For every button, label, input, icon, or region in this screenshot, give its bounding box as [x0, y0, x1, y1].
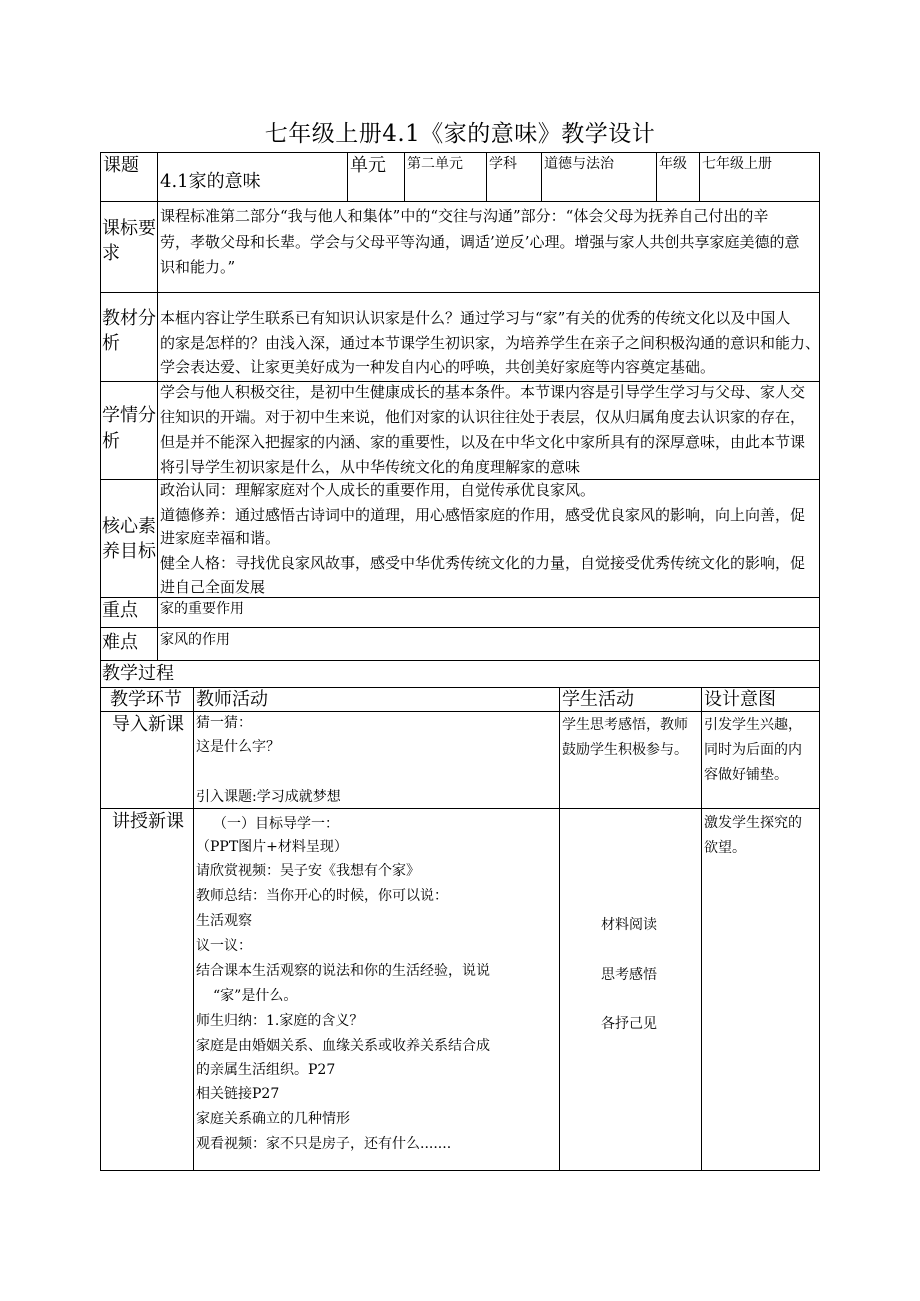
row-divider — [100, 808, 820, 809]
stage-label: 讲授新课 — [112, 811, 184, 832]
col-divider — [701, 687, 702, 1171]
table-border-right — [819, 152, 820, 1171]
difficulty-value: 家风的作用 — [160, 632, 230, 648]
col-divider — [157, 152, 158, 660]
intent-line: 同时为后面的内 — [704, 742, 802, 758]
column-header-teacher: 教师活动 — [196, 689, 268, 710]
col-divider — [541, 152, 542, 202]
subject-label: 学科 — [489, 156, 517, 172]
core-label-line-1: 核心素 — [102, 516, 156, 537]
student-line: 各抒己见 — [601, 1016, 657, 1032]
intent-line: 激发学生探究的 — [704, 815, 802, 831]
intent-line: 引发学生兴趣， — [704, 717, 802, 733]
row-divider — [100, 479, 820, 480]
row-divider — [100, 627, 820, 628]
teacher-line: 师生归纳：1.家庭的含义？ — [196, 1013, 364, 1029]
column-header-student: 学生活动 — [562, 689, 634, 710]
teacher-line: 引入课题:学习成就梦想 — [196, 789, 341, 805]
student-line: 鼓励学生积极参与。 — [562, 742, 688, 758]
difficulty-label: 难点 — [102, 632, 138, 653]
learner-label-line-2: 析 — [102, 431, 120, 452]
process-title: 教学过程 — [102, 663, 174, 684]
standard-label-line-1: 课标要 — [102, 218, 156, 239]
text-line: 劳，孝敬父母和长辈。学会与父母平等沟通，调适’逆反’心理。增强与家人共创共享家庭美德的意 — [160, 233, 800, 251]
material-label-line-1: 教材分 — [102, 308, 156, 329]
column-header-stage: 教学环节 — [110, 689, 182, 710]
unit-value: 第二单元 — [407, 156, 463, 172]
teacher-line: “家”是什么。 — [213, 988, 298, 1004]
teacher-line: 生活观察 — [196, 913, 252, 929]
material-label-line-2: 析 — [102, 333, 120, 354]
page-title: 七年级上册4.1《家的意味》教学设计 — [264, 121, 656, 147]
teacher-line: 观看视频：家不只是房子，还有什么....... — [196, 1136, 452, 1152]
text-line: 政治认同：理解家庭对个人成长的重要作用，自觉传承优良家风。 — [160, 481, 596, 499]
row-divider — [100, 292, 820, 293]
teacher-line: 请欣赏视频：吴子安《我想有个家》 — [196, 863, 420, 879]
col-divider — [347, 152, 348, 202]
row-divider — [100, 597, 820, 598]
teacher-line: 猜一猜： — [196, 715, 252, 731]
course-label: 课题 — [103, 155, 139, 176]
row-divider — [100, 660, 820, 661]
text-line: 进自己全面发展 — [160, 578, 266, 596]
subject-value: 道德与法治 — [544, 156, 614, 172]
intent-line: 容做好铺垫。 — [704, 767, 788, 783]
learner-label-line-1: 学情分 — [102, 405, 156, 426]
unit-label: 单元 — [350, 155, 386, 176]
student-line: 思考感悟 — [601, 967, 657, 983]
table-border-left — [100, 152, 101, 1171]
col-divider — [404, 152, 405, 202]
row-divider — [100, 687, 820, 688]
text-line: 进家庭幸福和谐。 — [160, 529, 281, 547]
standard-label-line-2: 求 — [102, 243, 120, 264]
text-line: 识和能力。” — [160, 258, 236, 276]
col-divider — [193, 687, 194, 1171]
teacher-line: 家庭关系确立的几种情形 — [196, 1111, 350, 1127]
grade-value: 七年级上册 — [702, 156, 772, 172]
row-divider — [100, 381, 820, 382]
grade-label: 年级 — [659, 156, 687, 172]
text-line: 往知识的开端。对于初中生来说，他们对家的认识往往处于表层，仅从归属角度去认识家的存在， — [160, 408, 806, 426]
student-line: 材料阅读 — [601, 917, 657, 933]
teacher-line: （PPT图片+材料呈现） — [196, 839, 348, 855]
text-line: 健全人格：寻找优良家风故事，感受中华优秀传统文化的力量，自觉接受优秀传统文化的影响，促 — [160, 554, 806, 572]
core-label-line-2: 养目标 — [102, 541, 156, 562]
teacher-line: 结合课本生活观察的说法和你的生活经验，说说 — [196, 963, 490, 979]
teacher-line: 家庭是由婚姻关系、血缘关系或收养关系结合成 — [196, 1038, 490, 1054]
key-point-value: 家的重要作用 — [160, 601, 244, 617]
teacher-line: 的亲属生活组织。P27 — [196, 1062, 336, 1078]
student-line: 学生思考感悟，教师 — [562, 717, 688, 733]
course-value: 4.1家的意味 — [160, 171, 261, 192]
text-line: 学会与他人积极交往，是初中生健康成长的基本条件。本节课内容是引导学生学习与父母、家人交 — [160, 383, 806, 401]
text-line: 将引导学生初识家是什么，从中华传统文化的角度理解家的意味 — [160, 458, 581, 476]
teacher-line: 议一议： — [196, 938, 252, 954]
text-line: 但是并不能深入把握家的内涵、家的重要性，以及在中华文化中家所具有的深厚意味，由此本节课 — [160, 433, 806, 451]
col-divider — [559, 687, 560, 1171]
teacher-line: 这是什么字？ — [196, 739, 280, 755]
col-divider — [656, 152, 657, 202]
row-divider — [100, 201, 820, 202]
col-divider — [486, 152, 487, 202]
column-header-intent: 设计意图 — [704, 689, 776, 710]
intent-line: 欲望。 — [704, 840, 746, 856]
table-border-top — [100, 152, 820, 153]
key-point-label: 重点 — [102, 600, 138, 621]
text-line: 道德修养：通过感悟古诗词中的道理，用心感悟家庭的作用，感受优良家风的影响，向上向善，促 — [160, 506, 806, 524]
table-border-bottom — [100, 1170, 820, 1171]
teacher-line: 教师总结：当你开心的时候，你可以说： — [196, 888, 448, 904]
row-divider — [100, 711, 820, 712]
text-line: 学会表达爱、让家更美好成为一种发自内心的呼唤，共创美好家庭等内容奠定基础。 — [160, 358, 716, 376]
text-line: 本框内容让学生联系已有知识认识家是什么？通过学习与“家”有关的优秀的传统文化以及中国人 — [160, 309, 791, 327]
teacher-line: （一）目标导学一： — [213, 816, 339, 832]
teacher-line: 相关链接P27 — [196, 1086, 280, 1102]
text-line: 课程标准第二部分“我与他人和集体”中的“交往与沟通”部分：“体会父母为抚养自己付出的辛 — [160, 207, 769, 225]
col-divider — [699, 152, 700, 202]
stage-label: 导入新课 — [112, 714, 184, 735]
text-line: 的家是怎样的？由浅入深，通过本节课学生初识家，为培养学生在亲子之间积极沟通的意识和能力、 — [160, 334, 821, 352]
